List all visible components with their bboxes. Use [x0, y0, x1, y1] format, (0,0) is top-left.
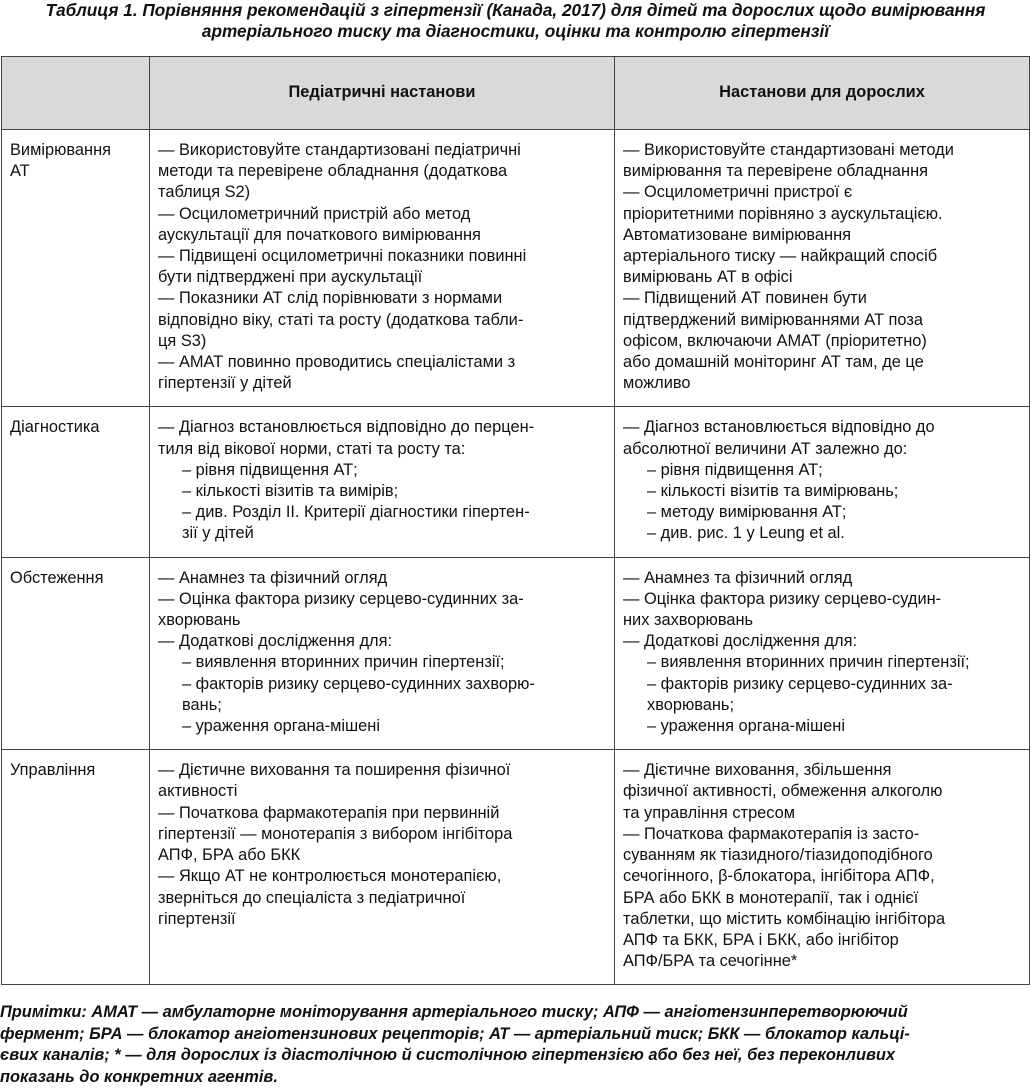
pediatric-cell-line: – рівня підвищення АТ; — [182, 460, 358, 479]
adult-cell-line: АПФ/БРА та сечогінне* — [623, 952, 798, 971]
adult-cell-line: сечогінного, β-блокатора, інгібітора АПФ, — [623, 867, 935, 886]
pediatric-cell — [150, 130, 615, 407]
pediatric-cell-line: АПФ, БРА або БКК — [158, 846, 301, 865]
pediatric-cell — [150, 407, 615, 557]
adult-cell-line: таблетки, що містить комбінацію інгібітора — [623, 909, 946, 928]
pediatric-cell-line: зії у дітей — [182, 524, 254, 543]
pediatric-cell — [150, 750, 615, 985]
adult-cell-line: вимірювання та перевірене обладнання — [623, 162, 929, 181]
pediatric-cell — [150, 557, 615, 750]
pediatric-cell-line: бути підтверджені при аускультації — [158, 268, 423, 287]
table-row-diagnostics — [2, 407, 1030, 557]
adult-cell-line: – кількості візитів та вимірювань; — [647, 482, 899, 501]
pediatric-cell-line: таблиця S2) — [158, 183, 251, 202]
row-label-line: Управління — [10, 761, 96, 780]
pediatric-cell-line: тиля від вікової норми, статі та росту та: — [158, 439, 466, 458]
pediatric-cell-line: – кількості візитів та вимірів; — [182, 482, 399, 501]
adult-cell-line: – виявлення вторинних причин гіпертензії; — [647, 653, 970, 672]
pediatric-cell-line: — Анамнез та фізичний огляд — [158, 568, 388, 587]
adult-cell-line: АПФ та БКК, БРА і БКК, або інгібітор — [623, 930, 899, 949]
pediatric-cell-line: відповідно віку, статі та росту (додаткова табли- — [158, 310, 524, 329]
pediatric-cell-line: хворювань — [158, 611, 241, 630]
row-label-line: Діагностика — [10, 418, 100, 437]
pediatric-cell-line: — Додаткові дослідження для: — [158, 632, 392, 651]
row-label — [2, 407, 150, 557]
adult-cell-line: – ураження органа-мішені — [647, 717, 845, 736]
adult-cell-line: — Анамнез та фізичний огляд — [623, 568, 853, 587]
header-cell-pediatric: Педіатричні настанови — [150, 57, 615, 130]
pediatric-cell-line: — Діагноз встановлюється відповідно до перцен- — [158, 418, 535, 437]
adult-cell-line: БРА або БКК в монотерапії, так і однієї — [623, 888, 919, 907]
row-label — [2, 750, 150, 985]
adult-cell-line: або домашній моніторинг АТ там, де це — [623, 353, 924, 372]
table-caption — [0, 0, 1031, 50]
pediatric-cell-line: гіпертензії — [158, 909, 236, 928]
adult-cell-line: хворювань; — [647, 695, 735, 714]
row-label — [2, 557, 150, 750]
pediatric-cell-line: гіпертензії — монотерапія з вибором інгібітора — [158, 824, 513, 843]
adult-cell — [615, 130, 1030, 407]
adult-cell-line: – рівня підвищення АТ; — [647, 460, 823, 479]
adult-cell-line: та управління стресом — [623, 803, 796, 822]
row-label-line: Вимірювання — [10, 141, 112, 159]
adult-cell-line: фізичної активності, обмеження алкоголю — [623, 782, 943, 801]
pediatric-cell-line: методи та перевірене обладнання (додаткова — [158, 162, 508, 181]
pediatric-cell-line: — Початкова фармакотерапія при первинній — [158, 803, 500, 822]
pediatric-cell-line: — Осцилометричний пристрій або метод — [158, 204, 471, 223]
pediatric-cell-line: – факторів ризику серцево-судинних захворю- — [182, 674, 535, 693]
adult-cell-line: – методу вимірювання АТ; — [647, 503, 847, 522]
adult-cell-line: суванням як тіазидного/тіазидоподібного — [623, 846, 933, 865]
row-label-line: АТ — [10, 162, 30, 181]
adult-cell-line: офісом, включаючи АМАТ (пріоритетно) — [623, 331, 927, 350]
notes-line: євих каналів; * — для дорослих із діастолічною й систолічною гіпертензією або без неї, без переконливих — [0, 1046, 895, 1064]
pediatric-cell-line: — Підвищені осцилометричні показники повинні — [158, 247, 527, 266]
table-row-examination — [2, 557, 1030, 750]
adult-cell-line: можливо — [623, 374, 691, 393]
comparison-table — [1, 56, 1030, 985]
adult-cell-line: — Дієтичне виховання, збільшення — [623, 761, 892, 780]
adult-cell-line: підтверджений вимірюваннями АТ поза — [623, 310, 923, 329]
adult-cell — [615, 750, 1030, 985]
header-cell-adult: Настанови для дорослих — [615, 57, 1030, 130]
pediatric-cell-line: — Оцінка фактора ризику серцево-судинних за- — [158, 589, 524, 608]
adult-cell-line: – див. рис. 1 у Leung et al. — [647, 524, 845, 543]
adult-cell-line: — Використовуйте стандартизовані методи — [623, 141, 954, 159]
caption-line: артеріального тиску та діагностики, оцінки та контролю гіпертензії — [201, 21, 830, 41]
pediatric-cell-line: – ураження органа-мішені — [182, 717, 380, 736]
pediatric-cell-line: гіпертензії у дітей — [158, 374, 292, 393]
pediatric-cell-line: — Використовуйте стандартизовані педіатричні — [158, 141, 521, 159]
adult-cell-line: – факторів ризику серцево-судинних за- — [647, 674, 953, 693]
header-cell-blank — [2, 57, 150, 130]
pediatric-cell-line: ця S3) — [158, 331, 207, 350]
adult-cell-line: вимірювань АТ в офісі — [623, 268, 793, 287]
pediatric-cell-line: – виявлення вторинних причин гіпертензії; — [182, 653, 505, 672]
notes-line: фермент; БРА — блокатор ангіотензинових рецепторів; АТ — артеріальний тиск; БКК — блокатор кальці- — [0, 1024, 910, 1043]
pediatric-cell-line: активності — [158, 782, 238, 801]
row-label — [2, 130, 150, 407]
pediatric-cell-line: зверніться до спеціаліста з педіатричної — [158, 888, 466, 907]
adult-cell-line: пріоритетними порівняно з аускультацією. — [623, 204, 943, 223]
adult-cell-line: — Оцінка фактора ризику серцево-судин- — [623, 589, 942, 608]
adult-cell-line: — Початкова фармакотерапія із засто- — [623, 824, 920, 843]
pediatric-cell-line: — Дієтичне виховання та поширення фізичної — [158, 761, 511, 780]
adult-cell — [615, 557, 1030, 750]
row-label-line: Обстеження — [10, 568, 104, 587]
adult-cell-line: Автоматизоване вимірювання — [623, 225, 852, 244]
table-row-management — [2, 750, 1030, 985]
adult-cell-line: — Діагноз встановлюється відповідно до — [623, 418, 935, 437]
adult-cell-line: абсолютної величини АТ залежно до: — [623, 439, 908, 458]
pediatric-cell-line: аускультації для початкового вимірювання — [158, 225, 481, 244]
adult-cell-line: артеріального тиску — найкращий спосіб — [623, 247, 938, 266]
adult-cell — [615, 407, 1030, 557]
pediatric-cell-line: – див. Розділ ІІ. Критерії діагностики гіпертен- — [182, 503, 530, 522]
notes-line: показань до конкретних агентів. — [0, 1067, 278, 1086]
notes-line: Примітки: АМАТ — амбулаторне моніторування артеріального тиску; АПФ — ангіотензинперетворюючий — [0, 1003, 908, 1021]
pediatric-cell-line: — Якщо АТ не контролюється монотерапією, — [158, 867, 502, 886]
caption-line: Таблиця 1. Порівняння рекомендацій з гіпертензії (Канада, 2017) для дітей та дорослих щодо вимірювання — [45, 0, 986, 20]
adult-cell-line: — Додаткові дослідження для: — [623, 632, 857, 651]
pediatric-cell-line: вань; — [182, 695, 222, 714]
adult-cell-line: них захворювань — [623, 611, 754, 630]
table-row-measurement — [2, 130, 1030, 407]
table-header-row — [2, 57, 1030, 130]
adult-cell-line: — Підвищений АТ повинен бути — [623, 289, 867, 308]
table-notes — [0, 1002, 1031, 1088]
pediatric-cell-line: — АМАТ повинно проводитись спеціалістами з — [158, 353, 516, 372]
pediatric-cell-line: — Показники АТ слід порівнювати з нормами — [158, 289, 503, 308]
adult-cell-line: — Осцилометричні пристрої є — [623, 183, 853, 202]
